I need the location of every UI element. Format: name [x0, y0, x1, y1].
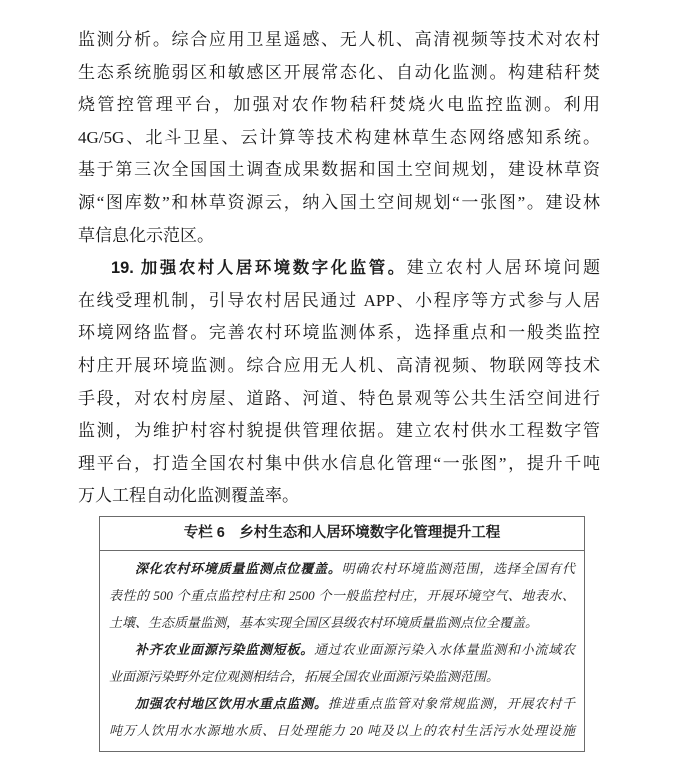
text-line	[78, 350, 600, 383]
text-line	[109, 555, 575, 582]
body-text-segment: 监测，为维护村容村貌提供管理依据。建立农村供水工程数字管	[78, 421, 600, 441]
body-text-segment: 4G/5G、北斗卫星、云计算等技术构建林草生态网络感知系统。	[78, 127, 600, 147]
body-text-segment: 业面源污染野外定位观测相结合，拓展全国农业面源污染监测范围。	[109, 669, 500, 684]
text-line	[78, 317, 600, 350]
text-line	[78, 122, 600, 155]
body-text-segment: 村庄开展环境监测。综合应用无人机、高清视频、物联网等技术	[78, 355, 600, 375]
text-line	[78, 187, 600, 220]
text-line	[109, 636, 575, 663]
body-text-segment: 基于第三次全国国土调查成果数据和国土空间规划，建设林草资	[78, 160, 600, 180]
column-6-panel-body	[100, 551, 584, 751]
body-text-segment: 推进重点监管对象常规监测，开展农村千	[327, 696, 575, 711]
body-text-segment: 草信息化示范区。	[78, 225, 214, 245]
body-text-segment: 万人工程自动化监测覆盖率。	[78, 486, 299, 506]
main-body-text	[78, 24, 600, 513]
body-text-segment: 在线受理机制，引导农村居民通过 APP、小程序等方式参与人居	[78, 290, 600, 310]
body-text-segment: 烧管控管理平台，加强对农作物秸秆焚烧火电监控监测。利用	[78, 95, 600, 115]
text-line	[78, 154, 600, 187]
bold-lead-text: 19. 加强农村人居环境数字化监管。	[111, 259, 407, 278]
bold-lead-text: 深化农村环境质量监测点位覆盖。	[135, 561, 342, 576]
text-line	[78, 24, 600, 57]
text-line	[109, 582, 575, 609]
text-line	[78, 285, 600, 318]
body-text-segment: 明确农村环境监测范围，选择全国有代	[341, 561, 575, 576]
text-line	[78, 89, 600, 122]
text-line	[109, 609, 575, 636]
text-line	[78, 252, 600, 285]
text-line	[78, 480, 600, 513]
body-text-segment: 监测分析。综合应用卫星遥感、无人机、高清视频等技术对农村	[78, 30, 600, 49]
body-text-segment: 表性的 500 个重点监控村庄和 2500 个一般监控村庄，开展环境空气、地表水、	[109, 588, 575, 603]
text-line	[78, 383, 600, 416]
text-line	[78, 220, 600, 253]
text-line	[109, 690, 575, 717]
body-text-segment: 源“图库数”和林草资源云，纳入国土空间规划“一张图”。建设林	[78, 192, 600, 212]
body-text-segment: 通过农业面源污染入水体量监测和小流域农	[314, 642, 575, 657]
body-text-segment: 吨万人饮用水水源地水质、日处理能力 20 吨及以上的农村生活污水处理设施	[109, 723, 575, 738]
body-text-segment: 土壤、生态质量监测，基本实现全国区县级农村环境质量监测点位全覆盖。	[109, 615, 539, 630]
body-text-segment: 建立农村人居环境问题	[406, 258, 601, 278]
text-line	[78, 448, 600, 481]
column-6-panel-title: 专栏 6 乡村生态和人居环境数字化管理提升工程	[100, 517, 584, 551]
bold-lead-text: 补齐农业面源污染监测短板。	[135, 642, 315, 657]
body-text-segment: 生态系统脆弱区和敏感区开展常态化、自动化监测。构建秸秆焚	[78, 62, 600, 82]
body-text-segment: 环境网络监督。完善农村环境监测体系，选择重点和一般类监控	[78, 323, 600, 343]
body-text-segment: 手段，对农村房屋、道路、河道、特色景观等公共生活空间进行	[78, 388, 600, 408]
text-line	[78, 57, 600, 90]
text-line	[78, 415, 600, 448]
column-6-panel	[99, 516, 585, 752]
text-line	[109, 663, 575, 690]
body-text-segment: 理平台，打造全国农村集中供水信息化管理“一张图”，提升千吨	[78, 453, 600, 473]
bold-lead-text: 加强农村地区饮用水重点监测。	[135, 696, 328, 711]
text-line	[109, 717, 575, 744]
